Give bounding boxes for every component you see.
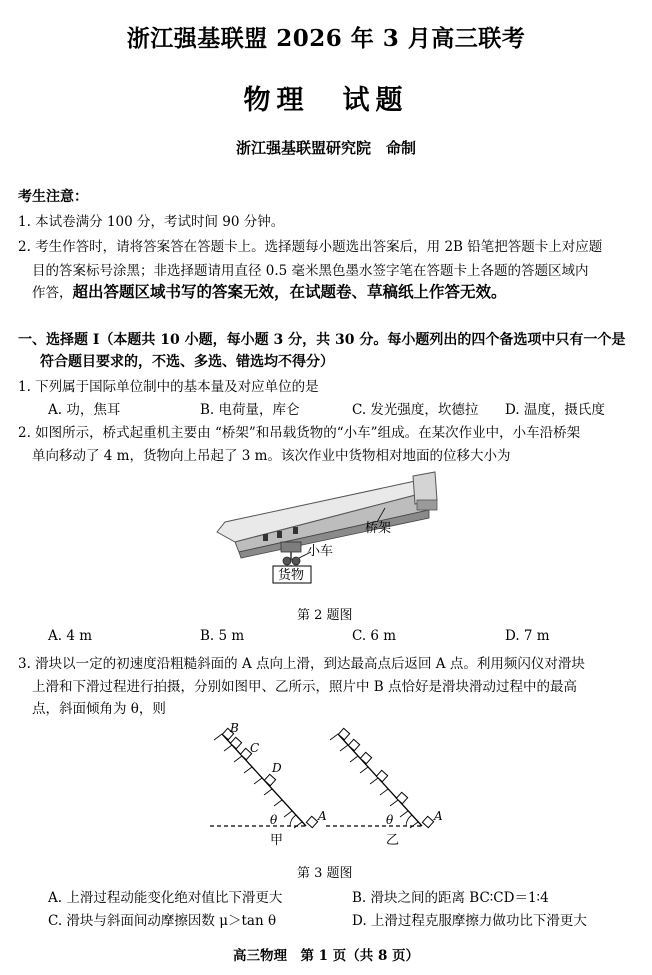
q3-option-a: A. 上滑过程动能变化绝对值比下滑更大: [48, 890, 283, 906]
page-footer: 高三物理 第 1 页（共 8 页）: [232, 948, 420, 964]
q2-option-b: B. 5 m: [200, 628, 245, 644]
label-theta: θ: [270, 813, 278, 827]
cargo-label: 货物: [278, 568, 305, 583]
section-1-line-2: 符合题目要求的，不选、多选、错选均不得分）: [40, 354, 334, 370]
slider-block: [360, 752, 371, 763]
q2-figure-caption: 第 2 题图: [297, 608, 353, 623]
notice-item-2-line-2: 目的答案标号涂黑；非选择题请用直径 0.5 毫米黑色墨水签字笔在答题卡上各题的答题区域内: [32, 263, 589, 279]
slider-block: [264, 774, 275, 785]
exam-maker: 浙江强基联盟研究院 命制: [235, 139, 416, 157]
notice-item-2-line-3: [32, 280, 507, 302]
notice-heading: 考生注意：: [18, 189, 88, 205]
q3-stem-line-1: 3. 滑块以一定的初速度沿粗糙斜面的 A 点向上滑，到达最高点后返回 A 点。利用频闪仪对滑块: [18, 656, 585, 672]
exam-title: 浙江强基联盟 2026 年 3 月高三联考: [126, 25, 526, 52]
label-a: A: [318, 809, 327, 823]
q3-stem-line-3: 点，斜面倾角为 θ，则: [32, 701, 166, 717]
girder-mark: [293, 527, 298, 534]
label-b: B: [230, 721, 239, 735]
bridge-label: 桥架: [365, 521, 392, 536]
label-jia: 甲: [270, 833, 284, 848]
label-d: D: [272, 761, 282, 775]
q3-option-b: B. 滑块之间的距离 BC∶CD＝1∶4: [352, 890, 549, 906]
angle-arc: [290, 815, 296, 826]
q2-stem-line-2: 单向移动了 4 m，货物向上吊起了 3 m。该次作业中货物相对地面的位移大小为: [32, 448, 511, 464]
slider-block: [348, 739, 359, 750]
cart-label: 小车: [307, 544, 334, 559]
incline-figure: [210, 720, 450, 850]
q1-stem: 1. 下列属于国际单位制中的基本量及对应单位的是: [18, 379, 319, 395]
subject-title: 物理 试题: [243, 85, 409, 116]
notice-emphasis: 超出答题区域书写的答案无效，在试题卷、草稿纸上作答无效。: [72, 282, 507, 301]
notice-item-2-line-3-start: 作答，: [32, 285, 73, 301]
label-c: C: [250, 741, 260, 755]
slider-block: [230, 737, 241, 748]
slider-block: [422, 816, 433, 827]
girder-mark: [277, 531, 282, 538]
hoist-cart-body: [281, 542, 301, 552]
q2-option-c: C. 6 m: [352, 628, 397, 644]
q3-figure-caption: 第 3 题图: [297, 866, 353, 881]
label-theta-yi: θ: [386, 813, 394, 827]
angle-arc: [406, 815, 412, 826]
q2-option-d: D. 7 m: [505, 628, 550, 644]
end-truck-wheel-box: [417, 500, 437, 510]
girder-mark: [263, 534, 268, 541]
crane-figure: [215, 470, 440, 588]
slider-block: [376, 770, 387, 781]
hook-pulley-left: [283, 557, 291, 565]
notice-item-1: 1. 本试卷满分 100 分，考试时间 90 分钟。: [18, 214, 285, 230]
q3-option-c: C. 滑块与斜面间动摩擦因数 μ＞tan θ: [48, 913, 277, 929]
slider-block: [338, 728, 349, 739]
incline-figure-yi: [326, 728, 443, 848]
q1-option-c: C. 发光强度，坎德拉: [352, 402, 479, 418]
q3-stem-line-2: 上滑和下滑过程进行拍摄，分别如图甲、乙所示，照片中 B 点恰好是滑块滑动过程中的最高: [32, 679, 578, 695]
q2-option-a: A. 4 m: [48, 628, 93, 644]
slider-block: [306, 816, 317, 827]
q1-option-b: B. 电荷量，库仑: [200, 402, 300, 418]
label-yi: 乙: [386, 833, 400, 848]
hook-pulley-right: [292, 557, 300, 565]
q1-option-d: D. 温度，摄氏度: [505, 402, 605, 418]
q3-option-d: D. 上滑过程克服摩擦力做功比下滑更大: [352, 913, 587, 929]
notice-item-2-line-1: 2. 考生作答时，请将答案答在答题卡上。选择题每小题选出答案后，用 2B 铅笔把答题卡上对应题: [18, 239, 603, 255]
incline-figure-jia: [210, 721, 327, 848]
end-truck: [413, 472, 437, 504]
slider-block: [396, 792, 407, 803]
label-a-yi: A: [434, 809, 443, 823]
q2-stem-line-1: 2. 如图所示，桥式起重机主要由 “桥架”和吊载货物的“小车”组成。在某次作业中，小车沿桥架: [18, 425, 581, 441]
section-1-line-1: 一、选择题 Ⅰ（本题共 10 小题，每小题 3 分，共 30 分。每小题列出的四个备选项中只有一个是: [18, 332, 626, 348]
q1-option-a: A. 功，焦耳: [48, 402, 121, 418]
